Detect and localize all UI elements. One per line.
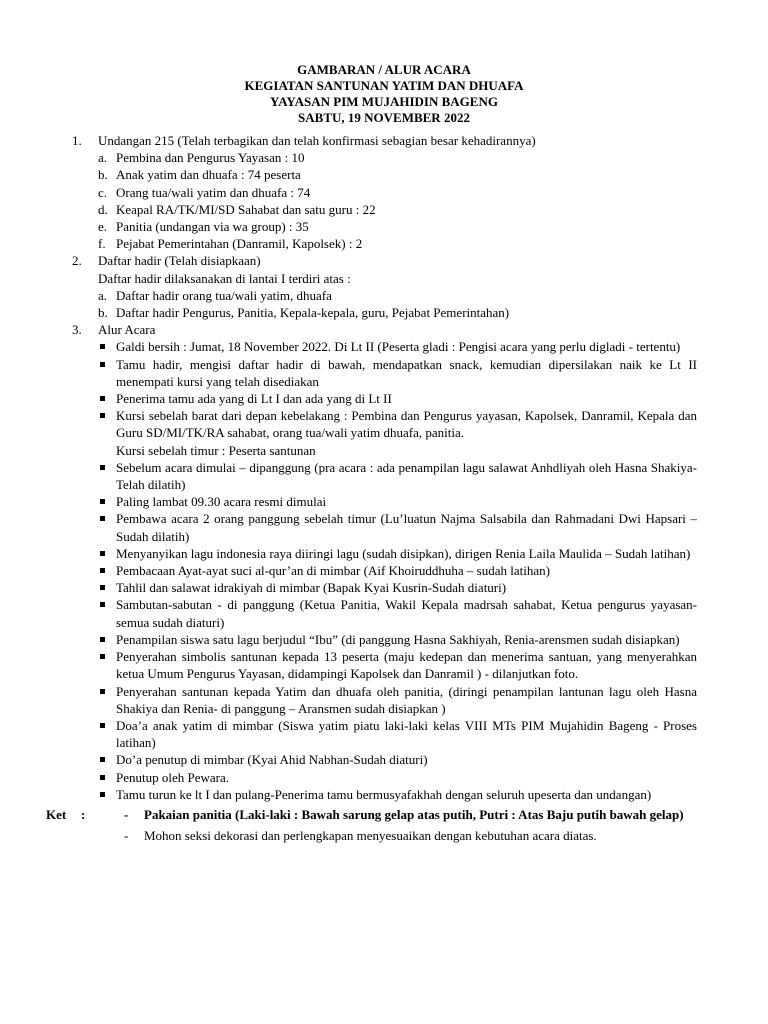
square-bullet-icon [100,344,105,349]
square-bullet-icon [100,568,105,573]
bullet-item [98,390,697,407]
list-text: Anak yatim dan dhuafa : 74 peserta [116,167,301,183]
square-bullet-icon [100,396,105,401]
bullet-item [98,683,697,717]
keterangan-text: Pakaian panitia (Laki-laki : Bawah sarung gelap atas putih, Putri : Atas Baju putih bawah gelap) [144,806,684,822]
square-bullet-icon [100,723,105,728]
section-number: 1. [72,133,82,148]
bullet-item [98,579,697,596]
section-number: 3. [72,322,82,338]
square-bullet-icon [100,362,105,367]
list-letter: d. [98,201,108,217]
bullet-item [98,596,697,630]
bullet-text: Menyanyikan lagu indonesia raya diiringi lagu (sudah disipkan), dirigen Renia Laila Maulida – Sudah latihan) [116,545,691,561]
bullet-item [98,459,697,493]
square-bullet-icon [100,792,105,797]
list-letter: c. [98,184,108,200]
square-bullet-icon [100,465,105,470]
section-undangan [72,132,697,252]
bullet-text: Tahlil dan salawat idrakiyah di mimbar (Bapak Kyai Kusrin-Sudah diaturi) [116,580,507,596]
square-bullet-icon [100,689,105,694]
dash-bullet: - [124,806,129,822]
bullet-text: Sambutan-sabutan - di panggung (Ketua Panitia, Wakil Kepala madrsah sahabat, Ketua pengurus yayasan-semua sudah diaturi) [116,597,697,630]
list-text: Orang tua/wali yatim dan dhuafa : 74 [116,184,311,200]
dash-bullet: - [124,828,129,844]
list-text: Daftar hadir Pengurus, Panitia, Kepala-kepala, guru, Pejabat Pemerintahan) [116,305,510,321]
bullet-text: Penampilan siswa satu lagu berjudul “Ibu” (di panggung Hasna Sakhiyah, Renia-arensmen sudah disiapkan) [116,631,680,647]
bullet-item [98,786,697,803]
bullet-text: Kursi sebelah barat dari depan kebelakang : Pembina dan Pengurus yayasan, Kapolsek, Danramil, Kepala dan Guru SD/MI/TK/RA sahabat, orang tua/wali yatim dhuafa, panitia. [116,408,697,441]
list-letter: b. [98,305,108,321]
list-letter: f. [98,236,106,252]
bullet-item [98,751,697,768]
section-title: Alur Acara [98,322,156,338]
bullet-item [98,631,697,648]
list-text: Daftar hadir orang tua/wali yatim, dhuafa [116,287,332,303]
list-text: Pejabat Pemerintahan (Danramil, Kapolsek) : 2 [116,236,363,252]
section-title: Undangan 215 (Telah terbagikan dan telah konfirmasi sebagian besar kehadirannya) [98,133,536,148]
section-alur-acara [72,321,697,803]
document-title [0,62,768,126]
bullet-text: Paling lambat 09.30 acara resmi dimulai [116,494,327,510]
list-text: Panitia (undangan via wa group) : 35 [116,219,309,235]
bullet-text: Penyerahan simbolis santunan kepada 13 peserta (maju kedepan dan menerima santuan, yang menyerahkan ketua Umum Pengurus Yayasan, didampingi Kapolsek dan Danramil ) - dilanjutkan foto. [116,649,697,682]
section-number: 2. [72,253,82,269]
list-text: Pembina dan Pengurus Yayasan : 10 [116,150,305,166]
list-item [98,304,697,321]
bullet-text: Penyerahan santunan kepada Yatim dan dhuafa oleh panitia, (diringi penampilan lantunan lagu oleh Hasna Shakiya dan Renia- di panggung – Aransmen sudah disiapkan ) [116,683,697,716]
list-item [98,287,697,304]
list-item [98,235,697,252]
square-bullet-icon [100,585,105,590]
bullet-text: Tamu turun ke lt I dan pulang-Penerima tamu bermusyafakhah dengan seluruh upeserta dan undangan) [116,786,652,802]
bullet-text: Sebelum acara dimulai – dipanggung (pra acara : ada penampilan lagu salawat Anhdliyah oleh Hasna Shakiya-Telah dilatih) [116,459,697,493]
list-letter: b. [98,167,108,183]
square-bullet-icon [100,551,105,556]
bullet-item [98,717,697,751]
keterangan-text: Mohon seksi dekorasi dan perlengkapan menyesuaikan dengan kebutuhan acara diatas. [144,828,597,844]
list-letter: e. [98,219,108,235]
bullet-text: Pembawa acara 2 orang panggung sebelah timur (Lu’luatun Najma Salsabila dan Rahmadani Dwi Hapsari – Sudah dilatih) [116,511,697,544]
list-item [98,218,697,235]
bullet-text: Galdi bersih : Jumat, 18 November 2022. Di Lt II (Peserta gladi : Pengisi acara yang perlu digladi - tertentu) [116,339,681,355]
list-letter: a. [98,150,108,166]
bullet-text: Tamu hadir, mengisi daftar hadir di bawah, mendapatkan snack, kemudian dipersilakan naik ke Lt II menempati kursi yang telah disediakan [116,356,697,389]
bullet-item [98,510,697,544]
document-body [46,132,697,844]
keterangan-item [46,806,697,823]
bullet-text: Do’a penutup di mimbar (Kyai Ahid Nabhan-Sudah diaturi) [116,752,428,768]
section-intro: Daftar hadir dilaksanakan di lantai I terdiri atas : [98,270,351,286]
square-bullet-icon [100,654,105,659]
square-bullet-icon [100,516,105,521]
list-text: Keapal RA/TK/MI/SD Sahabat dan satu guru : 22 [116,201,376,217]
keterangan-label: Ket [46,806,67,822]
bullet-item [98,545,697,562]
bullet-text: Penutup oleh Pewara. [116,769,230,785]
list-letter: a. [98,287,108,303]
bullet-item [98,562,697,579]
bullet-item [98,493,697,510]
list-item [98,149,697,166]
bullet-item [98,769,697,786]
title-line-4: SABTU, 19 NOVEMBER 2022 [298,110,470,125]
bullet-text: Pembacaan Ayat-ayat suci al-qur’an di mimbar (Aif Khoiruddhuha – sudah latihan) [116,563,550,579]
square-bullet-icon [100,775,105,780]
section-daftar-hadir [72,252,697,321]
section-title: Daftar hadir (Telah disiapkaan) [98,253,261,269]
title-line-3: YAYASAN PIM MUJAHIDIN BAGENG [270,94,498,109]
bullet-text: Penerima tamu ada yang di Lt I dan ada yang di Lt II [116,391,392,407]
list-item [98,184,697,201]
list-item [98,201,697,218]
square-bullet-icon [100,757,105,762]
bullet-item [98,356,697,390]
list-item [98,166,697,183]
bullet-item [98,648,697,682]
title-line-2: KEGIATAN SANTUNAN YATIM DAN DHUAFA [244,78,524,93]
keterangan-item [72,827,697,844]
square-bullet-icon [100,602,105,607]
bullet-text: Doa’a anak yatim di mimbar (Siswa yatim piatu laki-laki kelas VIII MTs PIM Mujahidin Bageng - Proses latihan) [116,717,697,751]
bullet-item [98,407,697,459]
title-line-1: GAMBARAN / ALUR ACARA [297,62,471,77]
square-bullet-icon [100,413,105,418]
keterangan-section [46,806,697,844]
bullet-item [98,338,697,355]
bullet-text-extra: Kursi sebelah timur : Peserta santunan [116,442,316,458]
square-bullet-icon [100,499,105,504]
square-bullet-icon [100,637,105,642]
keterangan-colon: : [81,806,86,822]
